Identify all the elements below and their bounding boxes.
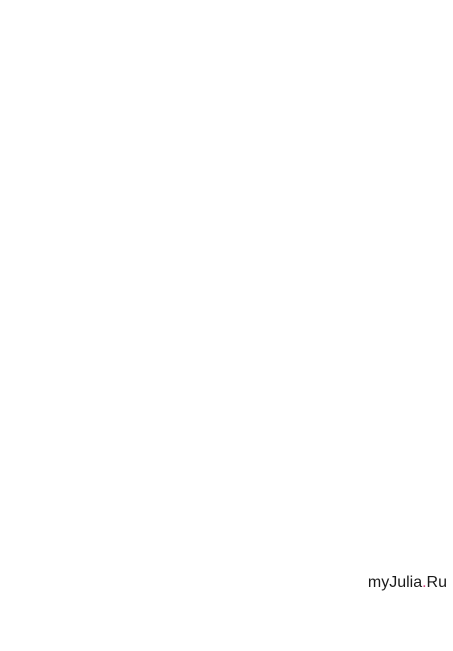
pattern-row [5, 555, 445, 563]
section-heading [5, 326, 445, 334]
pattern-row [5, 188, 445, 196]
pattern-row [5, 203, 445, 211]
pattern-row [5, 143, 445, 151]
section-heading [5, 89, 445, 97]
pattern-row [5, 417, 445, 425]
pattern-row [5, 253, 445, 261]
pattern-row [5, 97, 445, 105]
pattern-row [5, 334, 445, 342]
pattern-row [5, 3, 445, 11]
pattern-row [5, 497, 445, 505]
pattern-row [5, 299, 445, 307]
pattern-row [5, 372, 445, 380]
section-patch [5, 230, 445, 314]
pattern-row [5, 379, 445, 387]
pattern-row [5, 440, 445, 448]
pattern-row [5, 276, 445, 284]
pattern-row [5, 211, 445, 219]
pattern-row [5, 410, 445, 418]
section-head [5, 326, 445, 448]
pattern-row [5, 387, 445, 395]
pattern-row [5, 165, 445, 173]
pattern-row [5, 620, 445, 628]
section-heading [5, 230, 445, 238]
pattern-row [5, 341, 445, 349]
pattern-row [5, 261, 445, 269]
pattern-row [5, 505, 445, 513]
intro-paragraph [5, 39, 445, 69]
pattern-row [5, 490, 445, 498]
pattern-row [5, 238, 445, 246]
pattern-row [5, 11, 445, 19]
section-torso [5, 89, 445, 218]
pattern-row [5, 105, 445, 113]
pattern-row [5, 394, 445, 402]
pattern-row [5, 120, 445, 128]
pattern-row [5, 467, 445, 475]
pattern-row [5, 150, 445, 158]
pattern-row [5, 26, 445, 34]
pattern-row [5, 356, 445, 364]
section-heading [5, 605, 445, 613]
pattern-row [5, 284, 445, 292]
pattern-row [5, 306, 445, 314]
paragraph-line [5, 39, 445, 47]
page-title [5, 76, 445, 84]
pattern-row [5, 563, 445, 571]
pattern-row [5, 112, 445, 120]
sections [5, 89, 445, 650]
pattern-row [5, 628, 445, 636]
pattern-row [5, 173, 445, 181]
section-heading [5, 532, 445, 540]
paragraph-line [5, 47, 445, 55]
pattern-row [5, 268, 445, 276]
pattern-row [5, 246, 445, 254]
pattern-row [5, 18, 445, 26]
site-logo: myJulia.Ru [367, 574, 447, 591]
pattern-row [5, 158, 445, 166]
pattern-row [5, 432, 445, 440]
pattern-row [5, 180, 445, 188]
paragraph-line [5, 62, 445, 70]
pattern-row [5, 127, 445, 135]
pattern-row [5, 547, 445, 555]
pattern-row [5, 613, 445, 621]
pattern-row [5, 135, 445, 143]
pattern-row [5, 291, 445, 299]
pattern-row [5, 635, 445, 643]
pattern-row [5, 349, 445, 357]
pattern-row [5, 364, 445, 372]
section-muzzle [5, 459, 445, 520]
intro-lines [5, 3, 445, 33]
pattern-row [5, 482, 445, 490]
section-heading [5, 459, 445, 467]
pattern-row [5, 475, 445, 483]
pattern-row [5, 513, 445, 521]
pattern-row [5, 425, 445, 433]
pattern-row [5, 643, 445, 651]
pattern-row [5, 540, 445, 548]
paragraph-line [5, 55, 445, 63]
pattern-row [5, 402, 445, 410]
pattern-row [5, 196, 445, 204]
section-horns [5, 605, 445, 651]
document-body [5, 3, 445, 651]
